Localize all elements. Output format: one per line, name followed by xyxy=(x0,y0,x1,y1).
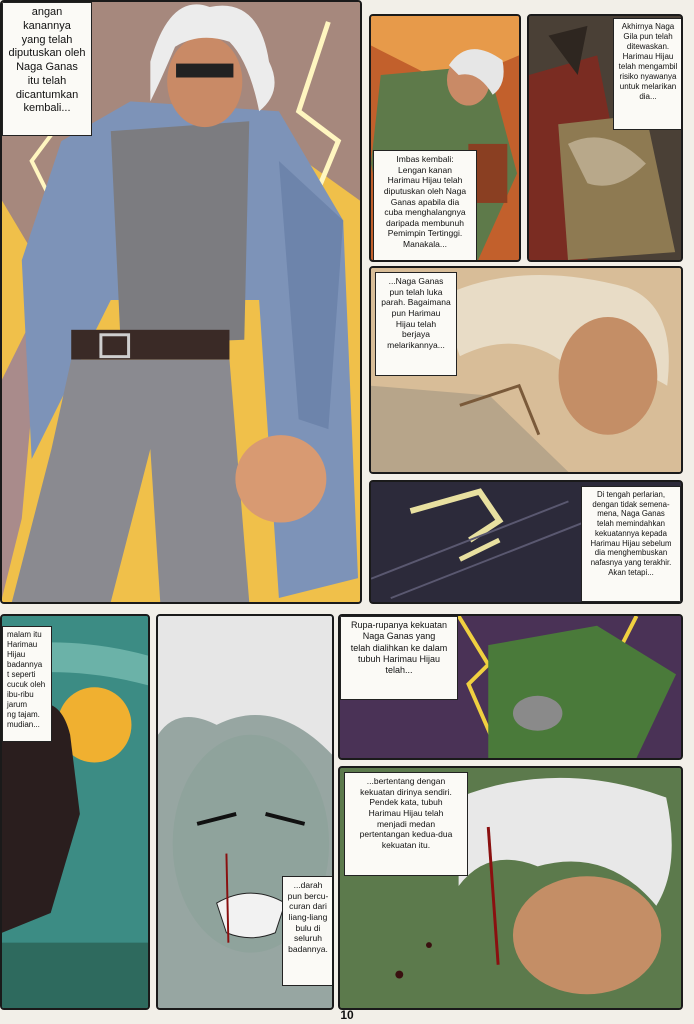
caption-box: Rupa-rupanya kekuatan Naga Ganas yang telah dialihkan ke dalam tubuh Harimau Hijau telah... xyxy=(340,616,458,700)
caption-box: ...Naga Ganas pun telah luka parah. Bagaimana pun Harimau Hijau telah berjaya melarikannya... xyxy=(375,272,457,376)
caption-box: Akhirnya Naga Gila pun telah ditewaskan. Harimau Hijau telah mengambil risiko nyawanya untuk melarikan dia... xyxy=(613,18,683,130)
panel-1 xyxy=(0,0,362,604)
panel-6 xyxy=(0,614,150,1010)
caption-box: angan kanannya yang telah diputuskan oleh Naga Ganas itu telah dicantumkan kembali... xyxy=(2,2,92,136)
panel-3 xyxy=(527,14,683,262)
panel-7 xyxy=(156,614,334,1010)
caption-box: Imbas kembali: Lengan kanan Harimau Hijau telah diputuskan oleh Naga Ganas apabila dia cuba menghalangnya daripada membunuh Pemimpin Tertinggi. Manakala... xyxy=(373,150,477,262)
panel-2 xyxy=(369,14,521,262)
panel-8 xyxy=(338,614,683,760)
panel-9 xyxy=(338,766,683,1010)
panel-5 xyxy=(369,480,683,604)
caption-box: Di tengah perlarian, dengan tidak semena- mena, Naga Ganas telah memindahkan kekuatannya kepada Harimau Hijau sebelum dia menghembuskan nafasnya yang terakhir. Akan tetapi... xyxy=(581,486,681,602)
panel-4 xyxy=(369,266,683,474)
caption-box: ...bertentang dengan kekuatan dirinya sendiri. Pendek kata, tubuh Harimau Hijau telah menjadi medan pertentangan kedua-dua kekuatan itu. xyxy=(344,772,468,876)
caption-box: ...darah pun bercu- curan dari liang-liang bulu di seluruh badannya. xyxy=(282,876,334,986)
caption-box: malam itu Harimau Hijau badannya t seperti cucuk oleh ibu-ribu jarum ng tajam. mudian... xyxy=(2,626,52,742)
page-number: 10 xyxy=(340,1008,354,1022)
